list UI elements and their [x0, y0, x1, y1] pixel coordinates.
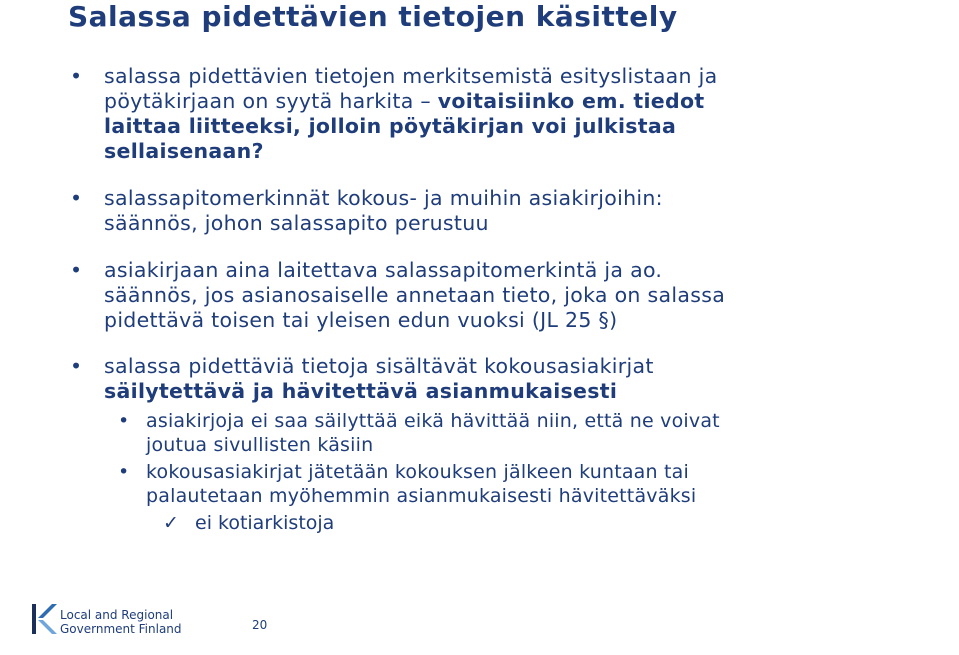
bullet-bold-text: säilytettävä ja hävitettävä asianmukaisesti: [104, 379, 618, 403]
slide-title: Salassa pidettävien tietojen käsittely: [68, 0, 678, 33]
bullet-dot-icon: •: [70, 354, 83, 378]
bullet-dot-icon: •: [118, 461, 130, 483]
page-number: 20: [252, 618, 268, 632]
check-item-text: ei kotiarkistoja: [195, 512, 335, 534]
bullet-item: [70, 354, 904, 404]
sub-bullet-item: [118, 409, 906, 457]
bullet-bold-text: sellaisenaan?: [104, 139, 264, 163]
bullet-text: pöytäkirjaan on syytä harkita –: [104, 89, 438, 113]
checkmark-icon: ✓: [163, 512, 179, 534]
sub-bullet-line: asiakirjoja ei saa säilyttää eikä hävittää niin, että ne voivat: [146, 410, 720, 432]
bullet-line: pidettävä toisen tai yleisen edun vuoksi (JL 25 §): [104, 308, 618, 332]
sub-bullet-line: palautetaan myöhemmin asianmukaisesti hävitettäväksi: [146, 485, 697, 507]
bullet-line: säännös, johon salassapito perustuu: [104, 211, 489, 235]
bullet-item: [70, 64, 904, 164]
bullet-line: [104, 139, 904, 164]
bullet-item: [70, 186, 904, 236]
logo-line: Government Finland: [60, 622, 182, 636]
bullet-line: salassapitomerkinnät kokous- ja muihin asiakirjoihin:: [104, 186, 663, 210]
logo-wordmark: [60, 608, 182, 636]
bullet-line: [104, 379, 904, 404]
bullet-bold-text: voitaisiinko em. tiedot: [437, 89, 705, 113]
bullet-line: [104, 114, 904, 139]
bullet-dot-icon: •: [70, 186, 83, 210]
bullet-bold-text: laittaa liitteeksi, jolloin pöytäkirjan voi julkistaa: [104, 114, 677, 138]
bullet-line: asiakirjaan aina laitettava salassapitomerkintä ja ao.: [104, 258, 663, 282]
bullet-line: salassa pidettävien tietojen merkitsemistä esityslistaan ja: [104, 64, 718, 88]
bullet-item: [70, 258, 904, 333]
bullet-dot-icon: •: [118, 410, 130, 432]
sub-bullet-line: kokousasiakirjat jätetään kokouksen jälkeen kuntaan tai: [146, 461, 689, 483]
check-item: [163, 511, 335, 535]
sub-bullet-line: joutua sivullisten käsiin: [146, 434, 374, 456]
bullet-line: säännös, jos asianosaiselle annetaan tieto, joka on salassa: [104, 283, 726, 307]
sub-bullet-item: [118, 460, 906, 508]
bullet-dot-icon: •: [70, 258, 83, 282]
bullet-line: salassa pidettäviä tietoja sisältävät kokousasiakirjat: [104, 354, 654, 378]
bullet-dot-icon: •: [70, 64, 83, 88]
bullet-line: [104, 89, 904, 114]
logo-line: Local and Regional: [60, 608, 174, 622]
